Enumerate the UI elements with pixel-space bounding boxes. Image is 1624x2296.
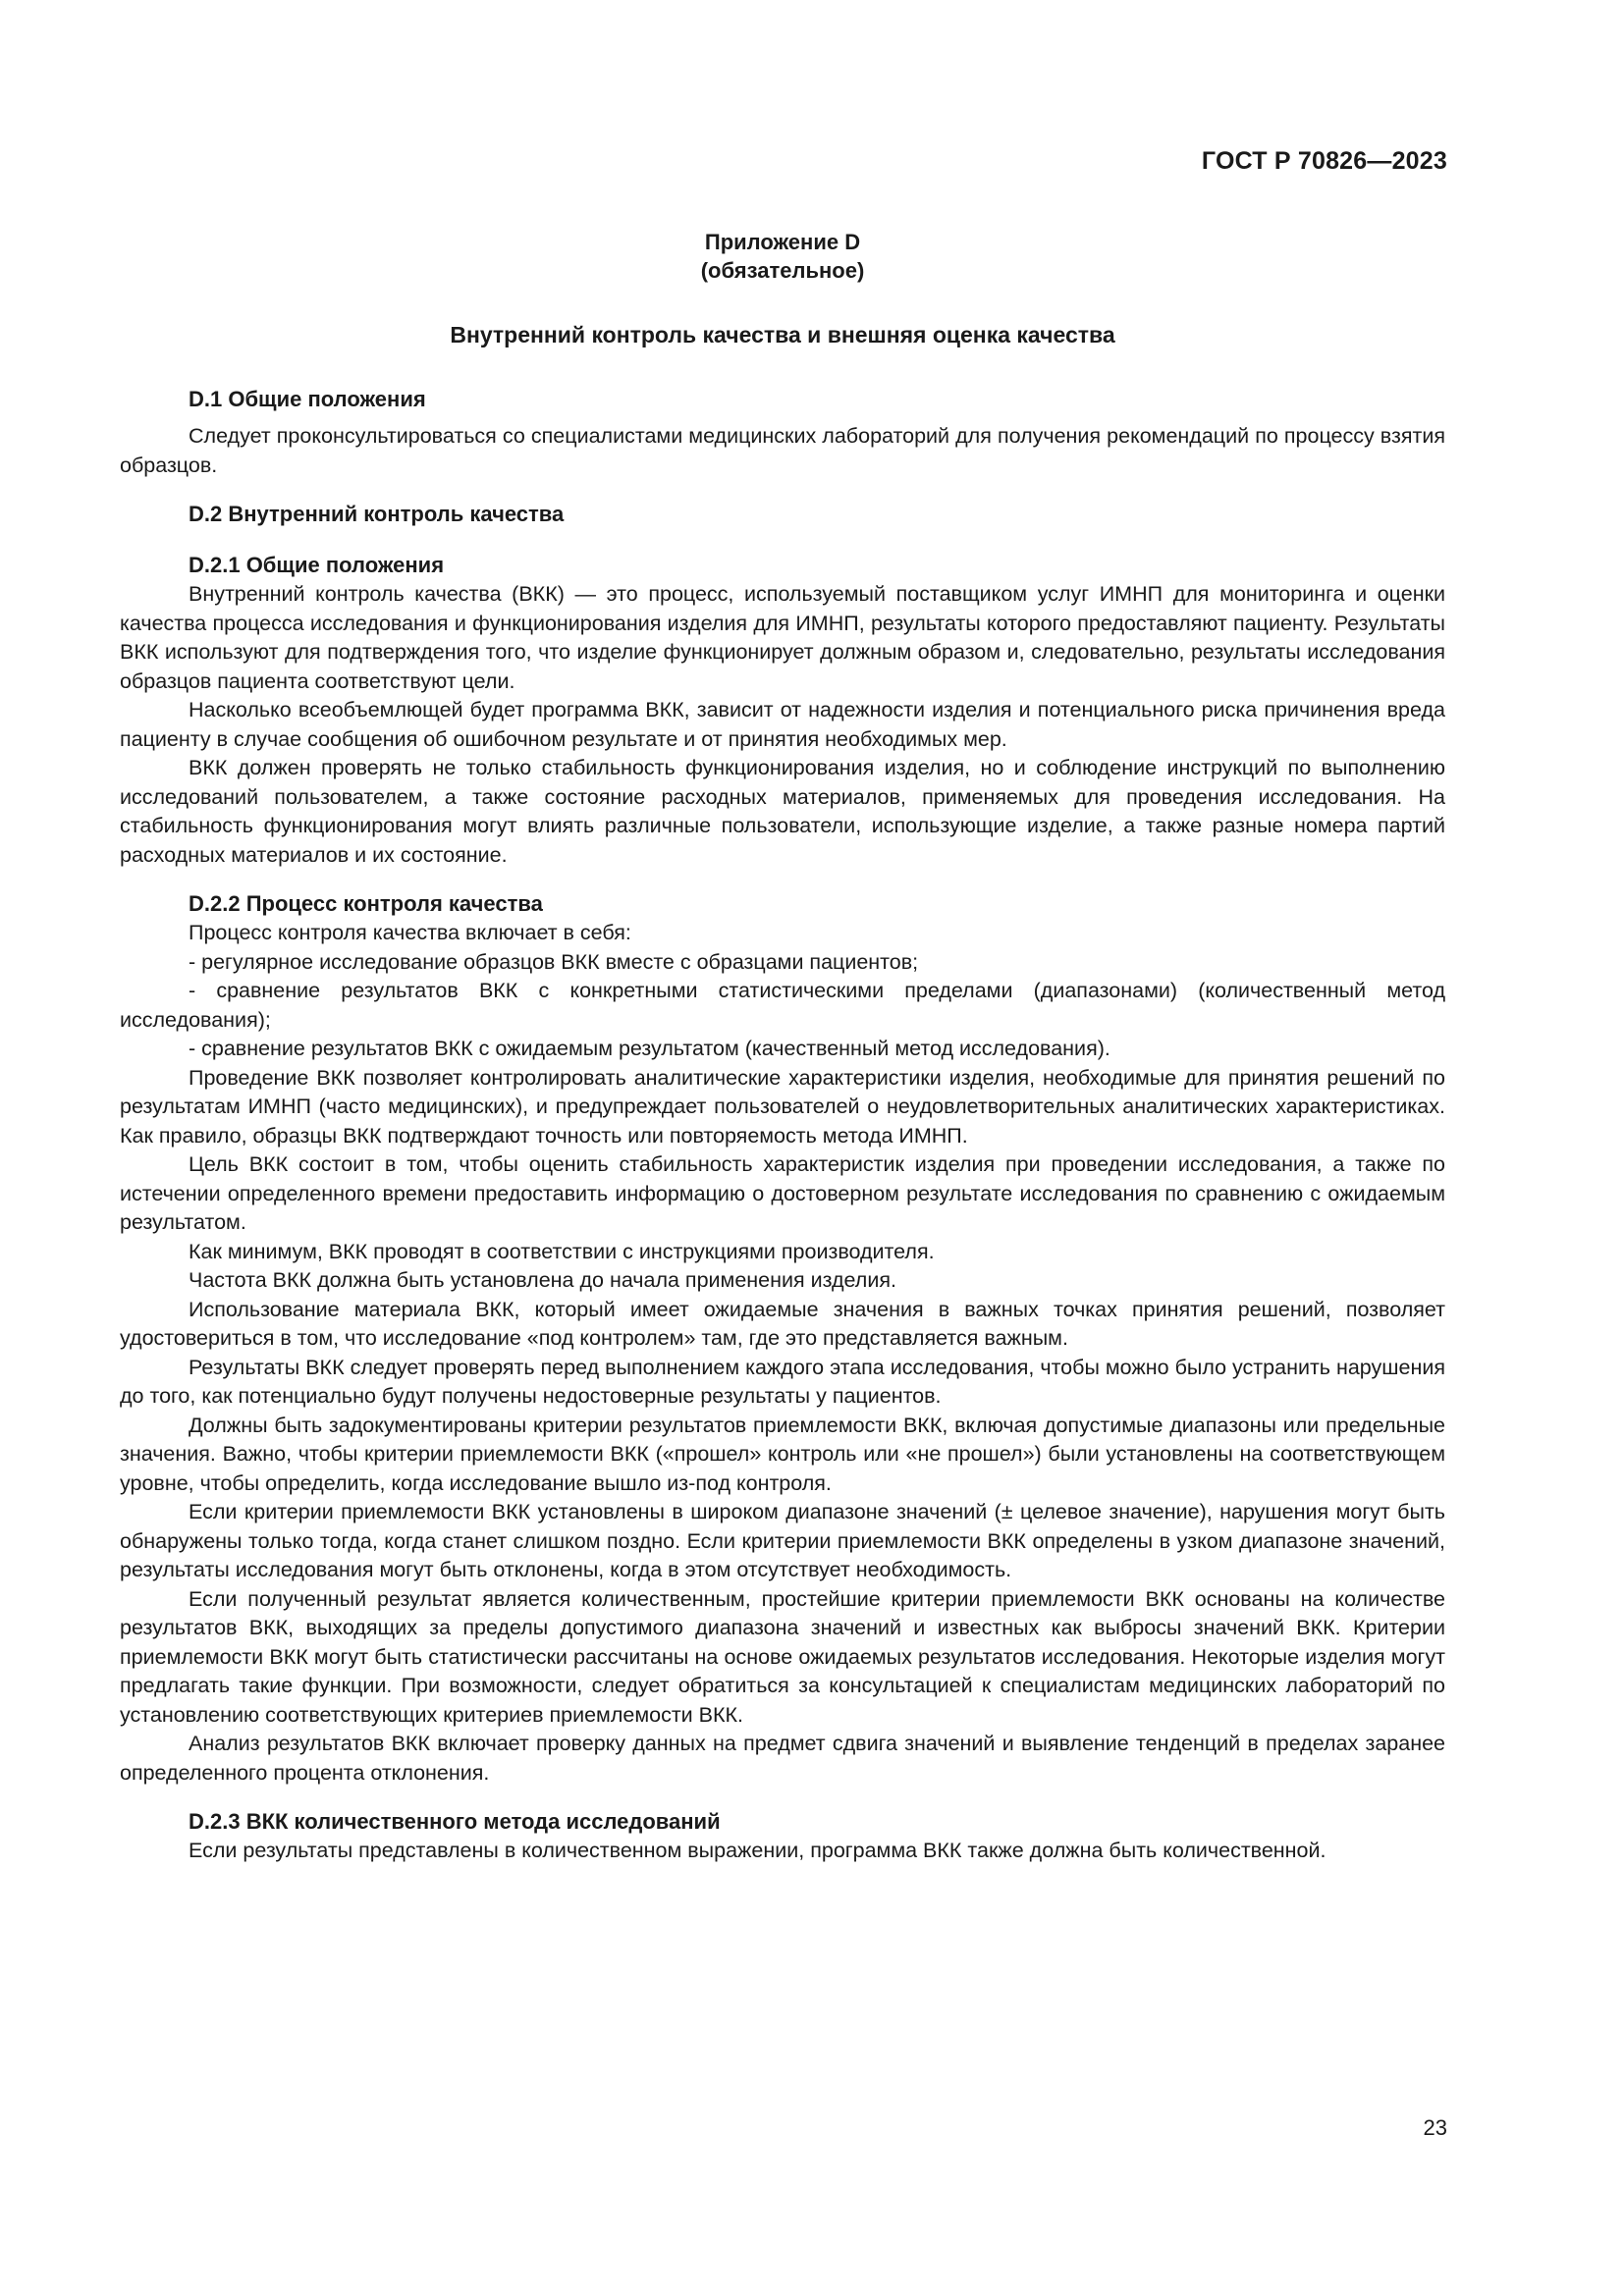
paragraph: Если результаты представлены в количественном выражении, программа ВКК также должна быть количественной. (189, 1839, 1326, 1862)
section-heading-d2-2: D.2.2 Процесс контроля качества (189, 891, 543, 916)
page-content (120, 228, 1445, 1866)
page-number: 23 (1423, 2115, 1447, 2140)
paragraph: Должны быть задокументированы критерии результатов приемлемости ВКК, включая допустимые диапазоны или предельные значения. Важно, чтобы критерии приемлемости ВКК («прошел» контроль или «не прошел») были установлены на соответствующем уровне, чтобы определить, когда исследование вышло из-под контроля. (120, 1413, 1445, 1495)
section-heading-d2-3: D.2.3 ВКК количественного метода исследований (189, 1809, 721, 1834)
section-heading-d2-1: D.2.1 Общие положения (189, 553, 445, 577)
paragraph: Использование материала ВКК, который имеет ожидаемые значения в важных точках принятия решений, позволяет удостовериться в том, что исследование «под контролем» там, где это представляется важным. (120, 1297, 1445, 1350)
paragraph: Анализ результатов ВКК включает проверку данных на предмет сдвига значений и выявление тенденций в пределах заранее определенного процента отклонения. (120, 1732, 1445, 1785)
document-code: ГОСТ Р 70826—2023 (1201, 147, 1447, 175)
section-heading-d1: D.1 Общие положения (189, 387, 426, 411)
list-item: - сравнение результатов ВКК с ожидаемым результатом (качественный метод исследования). (189, 1037, 1110, 1060)
paragraph: Частота ВКК должна быть установлена до начала применения изделия. (189, 1268, 896, 1292)
list-item: - регулярное исследование образцов ВКК вместе с образцами пациентов; (189, 949, 919, 974)
paragraph: Внутренний контроль качества (ВКК) — это процесс, используемый поставщиком услуг ИМНП для мониторинга и оценки качества процесса исследования и функционирования изделия для ИМНП, результаты которого предоставляют пациенту. Результаты ВКК используют для подтверждения того, что изделие функционирует должным образом и, следовательно, результаты исследования образцов пациента соответствуют цели. (120, 582, 1445, 693)
section-heading-d2: D.2 Внутренний контроль качества (189, 502, 565, 526)
annex-subtitle: (обязательное) (700, 258, 865, 283)
paragraph: Процесс контроля качества включает в себя: (189, 921, 631, 944)
paragraph: Если полученный результат является количественным, простейшие критерии приемлемости ВКК основаны на количестве результатов ВКК, выходящих за пределы допустимого диапазона значений и известных как выбросы значений ВКК. Критерии приемлемости ВКК могут быть статистически рассчитаны на основе ожидаемых результатов исследования. Некоторые изделия могут предлагать такие функции. При возможности, следует обратиться за консультацией к специалистам медицинских лабораторий по установлению соответствующих критериев приемлемости ВКК. (120, 1586, 1445, 1727)
annex-title: Приложение D (704, 230, 861, 254)
paragraph: Как минимум, ВКК проводят в соответствии с инструкциями производителя. (189, 1239, 935, 1263)
paragraph: Цель ВКК состоит в том, чтобы оценить стабильность характеристик изделия при проведении исследования, а также по истечении определенного времени предоставить информацию о достоверном результате исследования по сравнению с ожидаемым результатом. (120, 1152, 1445, 1234)
paragraph: Проведение ВКК позволяет контролировать аналитические характеристики изделия, необходимые для принятия решений по результатам ИМНП (часто медицинских), и предупреждает пользователей о неудовлетворительных аналитических характеристиках. Как правило, образцы ВКК подтверждают точность или повторяемость метода ИМНП. (120, 1065, 1445, 1148)
annex-main-title: Внутренний контроль качества и внешняя оценка качества (450, 322, 1115, 347)
list-item: - сравнение результатов ВКК с конкретными статистическими пределами (диапазонами) (количественный метод исследования); (120, 979, 1445, 1032)
paragraph: Следует проконсультироваться со специалистами медицинских лабораторий для получения рекомендаций по процессу взятия образцов. (120, 424, 1445, 477)
paragraph: Результаты ВКК следует проверять перед выполнением каждого этапа исследования, чтобы можно было устранить нарушения до того, как потенциально будут получены недостоверные результаты у пациентов. (120, 1355, 1446, 1408)
paragraph: Насколько всеобъемлющей будет программа ВКК, зависит от надежности изделия и потенциального риска причинения вреда пациенту в случае сообщения об ошибочном результате и от принятия необходимых мер. (120, 698, 1445, 751)
paragraph: Если критерии приемлемости ВКК установлены в широком диапазоне значений (± целевое значение), нарушения могут быть обнаружены только тогда, когда станет слишком поздно. Если критерии приемлемости ВКК определены в узком диапазоне значений, результаты исследования могут быть отклонены, когда в этом отсутствует необходимость. (120, 1500, 1445, 1581)
paragraph: ВКК должен проверять не только стабильность функционирования изделия, но и соблюдение инструкций по выполнению исследований пользователем, а также состояние расходных материалов, применяемых для проведения исследования. На стабильность функционирования могут влиять различные пользователи, использующие изделие, а также разные номера партий расходных материалов и их состояние. (120, 756, 1445, 867)
